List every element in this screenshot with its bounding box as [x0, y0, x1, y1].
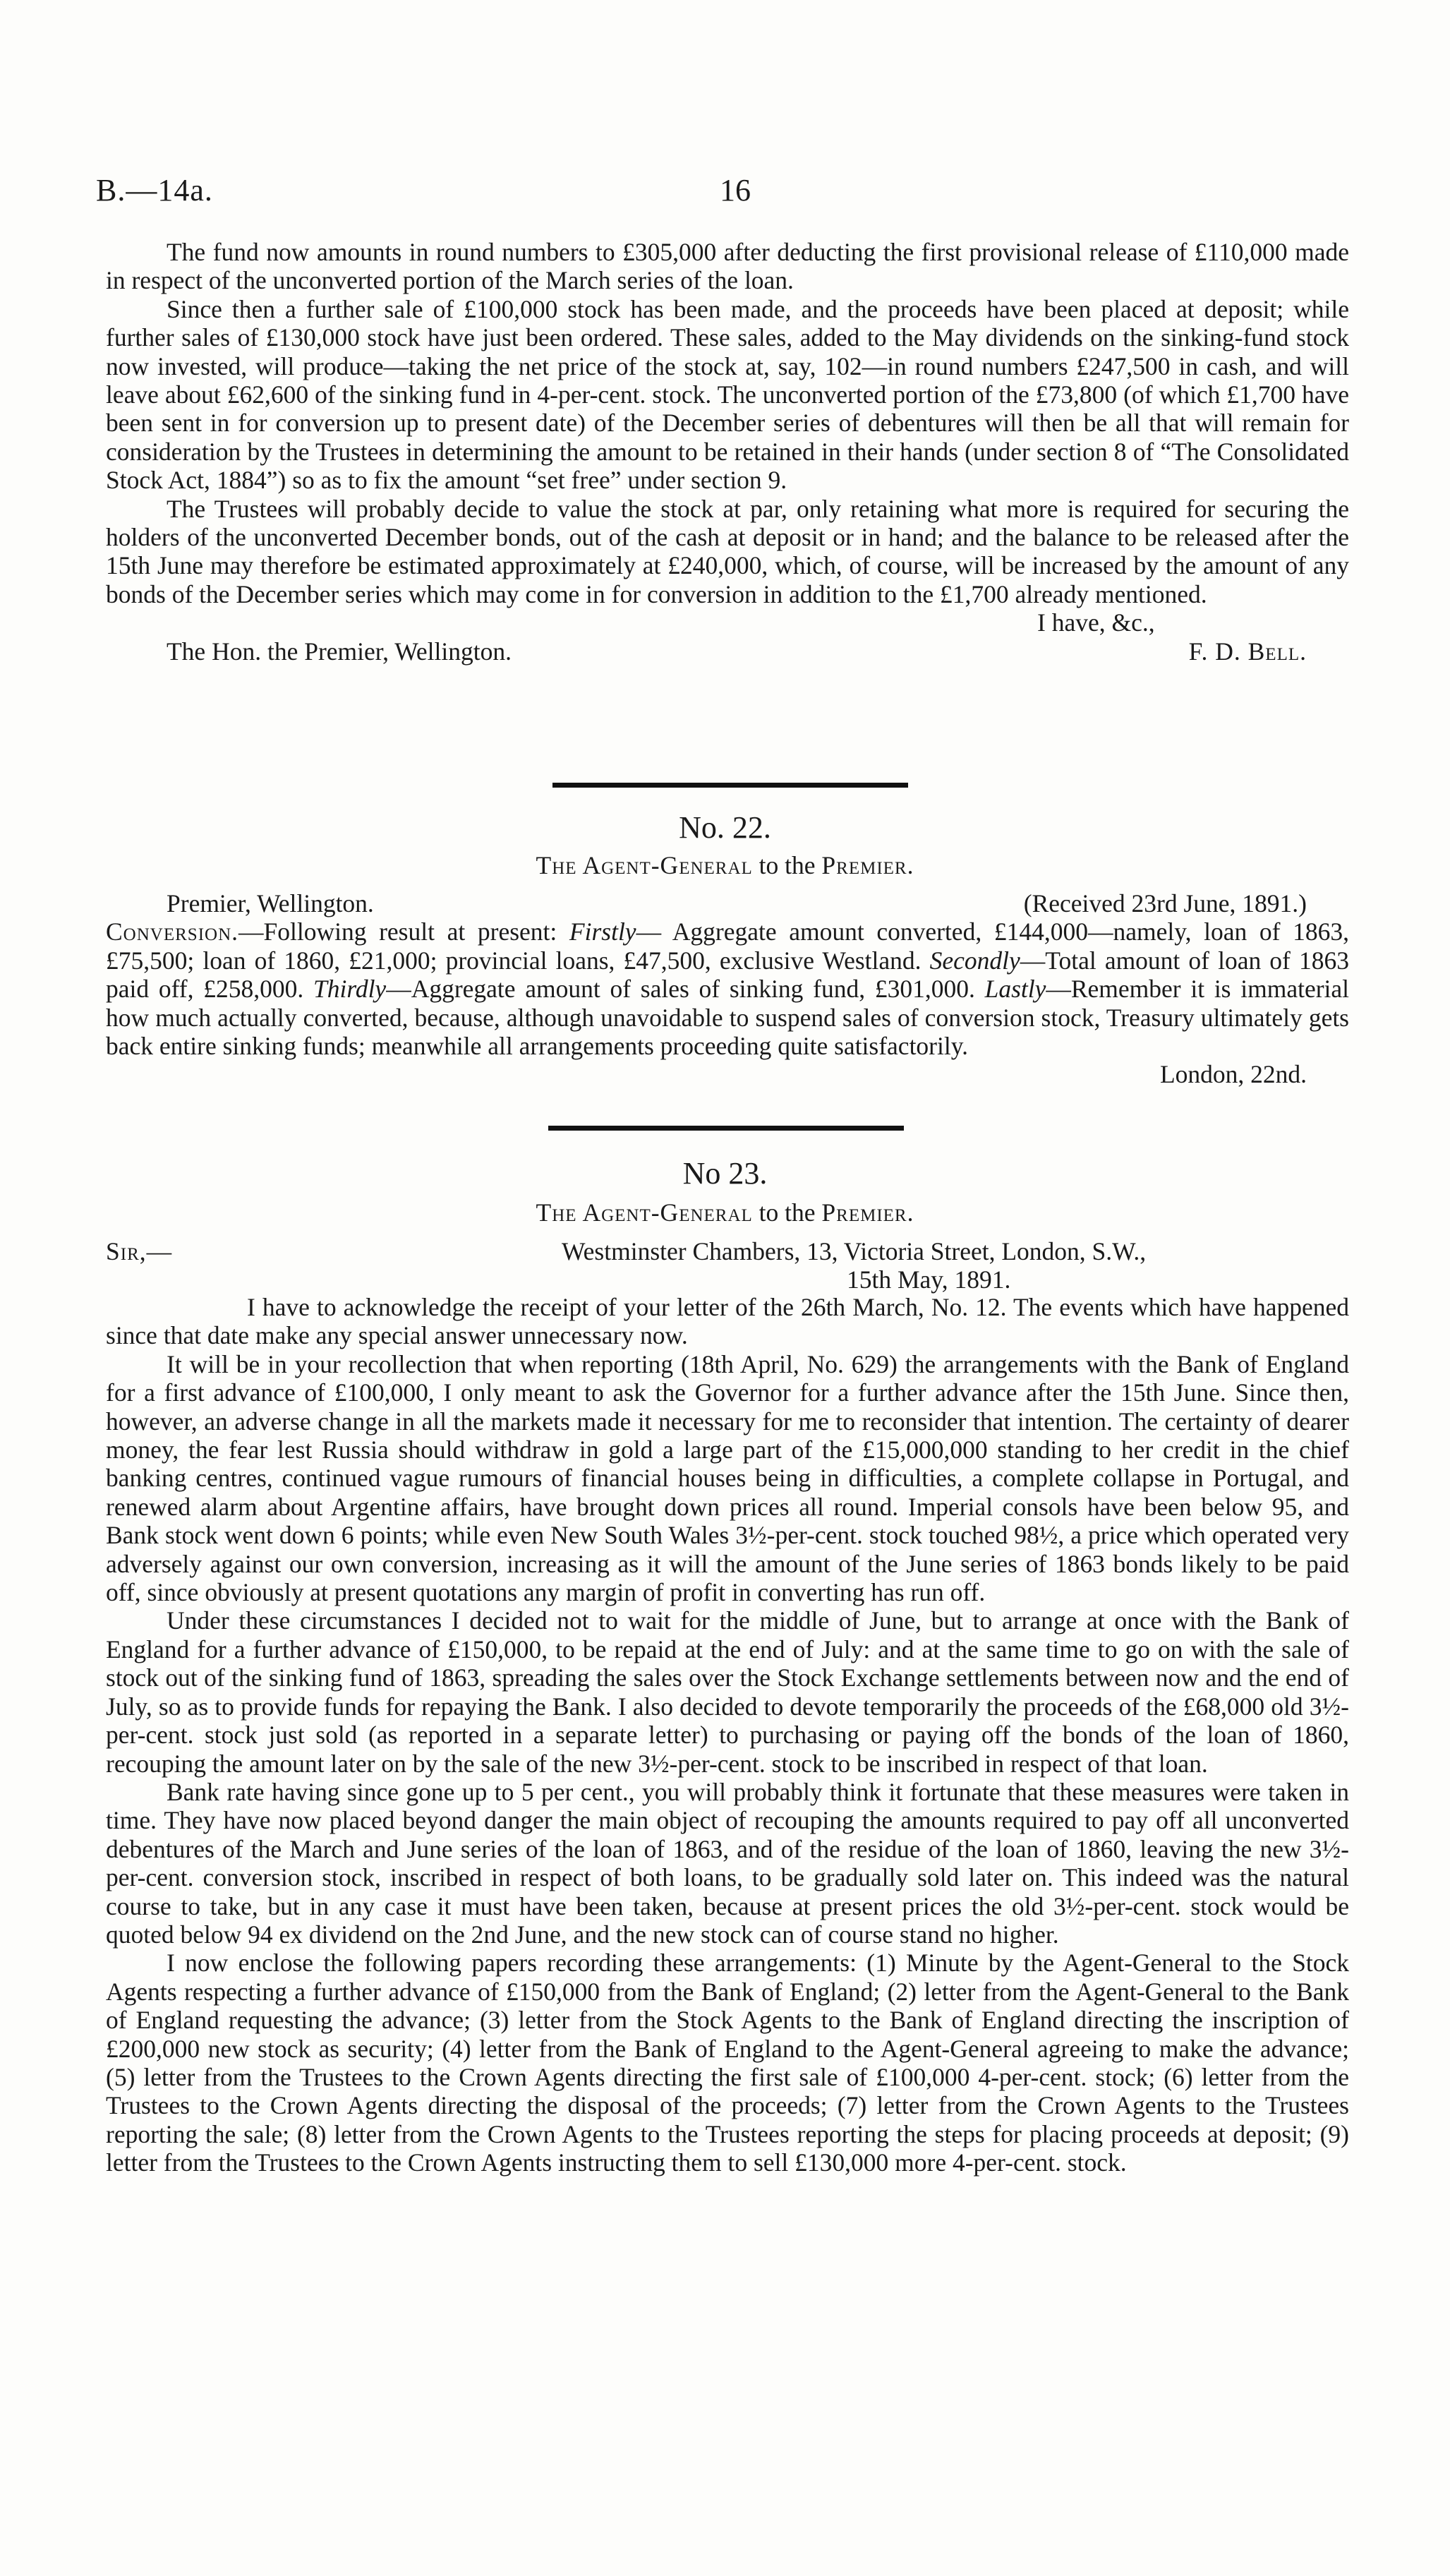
paragraph: Since then a further sale of £100,000 stock has been made, and the proceeds have been placed at deposit; while further sales of £130,000 stock have just been ordered. These sales, added to the May dividends on the sinking-fund stock now invested, will produce—taking the net price of the stock at, say, 102—in round numbers £247,500 in cash, and will leave about £62,600 of the sinking fund in 4-per-cent. stock. The unconverted portion of the £73,800 (of which £1,700 have been sent in for conversion up to present date) of the December series of debentures will then be all that will remain for consideration by the Trustees in determining the amount to be retained in their hands (under section 8 of “The Consolidated Stock Act, 1884”) so as to fix the amount “set free” under section 9. — [106, 294, 1349, 495]
place-date: London, 22nd. — [1159, 1060, 1307, 1089]
subtitle-from: The Agent-General — [536, 1198, 753, 1227]
sender-address: Westminster Chambers, 13, Victoria Street, London, S.W., — [562, 1237, 1147, 1265]
text-run: —Total amount of loan of 1863 paid off, £258,000. — [106, 946, 1349, 1004]
paragraph: Bank rate having since gone up to 5 per cent., you will probably think it fortunate that these measures were taken in time. They have now placed beyond danger the main object of recouping the amounts required to pay off all unconverted debentures of the March and June series of the loan of 1863, and of the residue of the loan of 1860, leaving the new 3½-per-cent. conversion stock, inscribed in respect of both loans, to be gradually sold later on. This indeed was the natural course to take, but in any case it must have been taken, because at present prices the old 3½-per-cent. stock would be quoted below 94 ex dividend on the 2nd June, and the new stock can of course stand no higher. — [106, 1777, 1349, 1949]
emphasis: Secondly — [929, 946, 1020, 975]
signature: F. D. Bell. — [1188, 637, 1307, 666]
conversion-label: Conversion. — [106, 917, 238, 946]
paragraph: I now enclose the following papers recording these arrangements: (1) Minute by the Agent-General to the Stock Agents respecting a further advance of £150,000 from the Bank of England; (2) letter from the Agent-General to the Bank of England requesting the advance; (3) letter from the Stock Agents to the Bank of England directing the inscription of £200,000 new stock as security; (4) letter from the Bank of England to the Agent-General agreeing to make the advance; (5) letter from the Trustees to the Crown Agents directing the first sale of £100,000 4-per-cent. stock; (6) letter from the Trustees to the Crown Agents directing the disposal of the proceeds; (7) letter from the Crown Agents to the Trustees reporting the sale; (8) letter from the Crown Agents to the Trustees reporting the steps for placing proceeds at deposit; (9) letter from the Trustees to the Crown Agents instructing them to sell £130,000 more 4-per-cent. stock. — [106, 1949, 1349, 2177]
emphasis: Lastly — [984, 975, 1046, 1004]
salutation: Sir,— — [106, 1237, 173, 1265]
no23-subtitle — [0, 1198, 1450, 1227]
no22-subtitle — [0, 850, 1450, 880]
section-divider — [552, 783, 908, 788]
letter-footer — [106, 637, 1349, 666]
text-run: —Following result at present: — [238, 917, 569, 946]
subtitle-to: Premier. — [821, 1198, 914, 1227]
section-divider — [548, 1126, 904, 1131]
paragraph: The fund now amounts in round numbers to £305,000 after deducting the first provisional release of £110,000 made in respect of the unconverted portion of the March series of the loan. — [106, 238, 1349, 295]
subtitle-mid: to the — [752, 1198, 822, 1227]
paragraph: The Trustees will probably decide to value the stock at par, only retaining what more is required for securing the holders of the unconverted December bonds, out of the cash at deposit or in hand; and the balance to be released after the 15th June may therefore be estimated approximately at £240,000, which, of course, will be increased by the amount of any bonds of the December series which may come in for conversion in addition to the £1,700 already mentioned. — [106, 494, 1349, 608]
addressee: The Hon. the Premier, Wellington. — [167, 637, 512, 666]
emphasis: Thirdly — [313, 975, 387, 1004]
paragraph: I have to acknowledge the receipt of your letter of the 26th March, No. 12. The events which have happened since that date make any special answer unnecessary now. — [106, 1293, 1349, 1350]
letter-21-body — [106, 238, 1349, 666]
no22-body — [106, 889, 1349, 1089]
received-date: (Received 23rd June, 1891.) — [1023, 889, 1307, 917]
no23-body — [106, 1293, 1349, 2177]
no23-title: No 23. — [682, 1156, 768, 1191]
document-reference: B.—14a. — [96, 173, 213, 207]
emphasis: Firstly — [569, 917, 636, 946]
text-run: — Aggregate amount converted, £144,000—namely, loan of 1863, £75,500; loan of 1860, £21,000; provincial loans, £47,500, exclusive Westland. — [106, 917, 1349, 975]
letter-date: 15th May, 1891. — [847, 1265, 1011, 1294]
subtitle-mid: to the — [752, 851, 822, 879]
paragraph: It will be in your recollection that when reporting (18th April, No. 629) the arrangements with the Bank of England for a first advance of £100,000, I only meant to ask the Governor for a further advance after the 15th June. Since then, however, an adverse change in all the markets made it necessary for me to reconsider that intention. The certainty of dearer money, the fear lest Russia should withdraw in gold a large part of the £15,000,000 standing to her credit in the chief banking centres, continued vague rumours of financial houses being in difficulties, a complete collapse in Portugal, and renewed alarm about Argentine affairs, have brought down prices all round. Imperial consols have been below 95, and Bank stock went down 6 points; while even New South Wales 3½-per-cent. stock touched 98½, a price which operated very adversely against our own conversion, increasing as it will the amount of the June series of 1863 bonds likely to be paid off, since obviously at present quotations any margin of profit in converting has run off. — [106, 1349, 1349, 1607]
text-run: —Aggregate amount of sales of sinking fund, £301,000. — [386, 975, 985, 1004]
subtitle-from: The Agent-General — [536, 851, 753, 879]
page-number: 16 — [720, 173, 751, 207]
addressee: Premier, Wellington. — [167, 889, 374, 917]
no22-title: No. 22. — [679, 810, 771, 845]
text-run: —Remember it is immaterial how much actually converted, because, although unavoidable to suspend sales of conversion stock, Treasury ultimately gets back entire sinking funds; meanwhile all arrangements proceeding quite satisfactorily. — [106, 975, 1350, 1061]
letter-closing: I have, &c., — [1037, 608, 1155, 637]
no22-header-row — [106, 889, 1349, 917]
no22-telegram — [106, 917, 1349, 1060]
paragraph: Under these circumstances I decided not to wait for the middle of June, but to arrange at once with the Bank of England for a further advance of £150,000, to be repaid at the end of July: and at the same time to go on with the sale of stock out of the sinking fund of 1863, spreading the sales over the Stock Exchange settlements between now and the end of July, so as to provide funds for repaying the Bank. I also decided to devote temporarily the proceeds of the £68,000 old 3½-per-cent. stock just sold (as reported in a separate letter) to purchasing or paying off the bonds of the loan of 1860, recouping the amount later on by the sale of the new 3½-per-cent. stock to be inscribed in respect of that loan. — [106, 1606, 1349, 1778]
subtitle-to: Premier. — [821, 851, 914, 879]
